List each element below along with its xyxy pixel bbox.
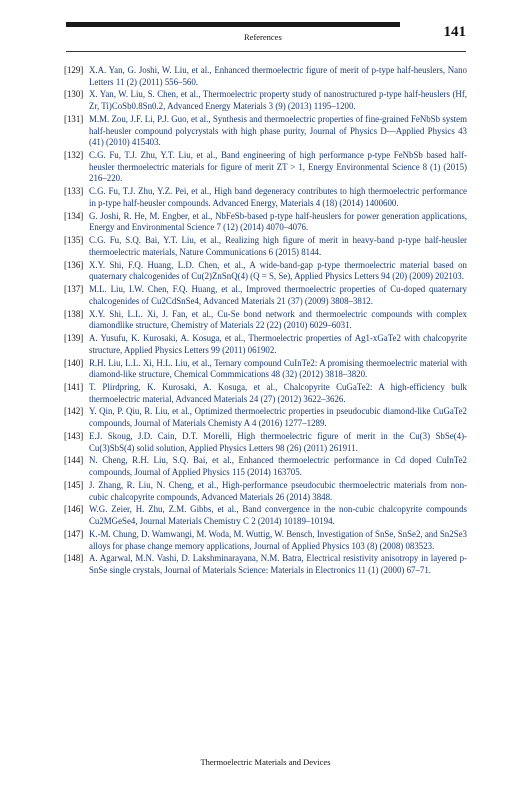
reference-text[interactable]: N. Cheng, R.H. Liu, S.Q. Bai, et al., Enhanced thermoelectric performance in Cd doped CuInTe2 compounds, Journal of Applied Physics 115 (2014) 163705. (89, 455, 467, 478)
reference-text[interactable]: M.M. Zou, J.F. Li, P.J. Guo, et al., Synthesis and thermoelectric properties of fine-grained FeNbSb system half-heusler compound polycrystals with high phase purity, Journal of Physics D—Applied Physics 43 (41) (2010) 415403. (89, 113, 467, 148)
reference-entry (64, 186, 467, 209)
header-rule (66, 51, 466, 52)
reference-text[interactable]: C.G. Fu, T.J. Zhu, Y.T. Liu, et al., Band engineering of high performance p-type FeNbSb based half-heusler thermoelectric materials for figure of merit ZT > 1, Energy Environmental Science 8 (1) (2015) 216–220. (89, 150, 467, 184)
reference-number: [131] (64, 113, 84, 124)
reference-text[interactable]: A. Yusufu, K. Kurosaki, A. Kosuga, et al., Thermoelectric properties of Ag1-xGaTe2 with chalcopyrite structure, Applied Physics Letters 99 (2011) 061902. (89, 333, 467, 355)
reference-number: [144] (64, 455, 84, 466)
reference-entry (64, 455, 467, 478)
reference-number: [135] (64, 235, 84, 246)
reference-list (64, 65, 467, 578)
reference-text[interactable]: E.J. Skoug, J.D. Cain, D.T. Morelli, High thermoelectric figure of merit in the Cu(3) SbSe(4)-Cu(3)SbS(4) solid solution, Applied Physics Letters 98 (26) (2011) 261911. (89, 430, 467, 453)
reference-entry (64, 65, 467, 88)
reference-text[interactable]: K.-M. Chung, D. Wamwangi, M. Woda, M. Wuttig, W. Bensch, Investigation of SnSe, SnSe2, and Sn2Se3 alloys for phase change memory applications, Journal of Applied Physics 103 (8) (2008) 083523. (89, 528, 467, 551)
reference-text[interactable]: R.H. Liu, L.L. Xi, H.L. Liu, et al., Ternary compound CuInTe2: A promising thermoelectric material with diamond-like structure, Chemical Commmications 48 (32) (2012) 3818–3820. (89, 357, 467, 380)
reference-number: [132] (64, 150, 84, 161)
reference-entry (64, 309, 467, 332)
reference-text[interactable]: W.G. Zeier, H. Zhu, Z.M. Gibbs, et al., Band convergence in the non-cubic chalcopyrite compounds Cu2MGeSe4, Journal Materials Chemistry C 2 (2014) 10189–10194. (89, 504, 467, 527)
reference-number: [133] (64, 186, 84, 197)
reference-entry (64, 358, 467, 381)
reference-number: [147] (64, 528, 84, 539)
reference-number: [139] (64, 333, 84, 344)
reference-entry (64, 504, 467, 527)
reference-number: [146] (64, 504, 84, 515)
reference-number: [136] (64, 259, 84, 270)
reference-number: [134] (64, 210, 84, 221)
reference-text[interactable]: Y. Qin, P. Qiu, R. Liu, et al., Optimized thermoelectric properties in pseudocubic diamond-like CuGaTe2 compounds, Journal of Materials Chemisty A 4 (2016) 1277–1289. (89, 406, 467, 429)
reference-text[interactable]: X.A. Yan, G. Joshi, W. Liu, et al., Enhanced thermoelectric figure of merit of p-type half-heuslers, Nano Letters 11 (2) (2011) 556–560. (89, 65, 467, 87)
reference-entry (64, 529, 467, 552)
reference-entry (64, 382, 467, 405)
page-number: 141 (443, 24, 466, 40)
reference-text[interactable]: M.L. Liu, I.W. Chen, F.Q. Huang, et al., Improved thermoelectric properties of Cu-doped quaternary chalcogenides of Cu2CdSnSe4, Advanced Materials 21 (37) (2009) 3808–3812. (89, 284, 467, 306)
reference-text[interactable]: X.Y. Shi, L.L. Xi, J. Fan, et al., Cu-Se bond network and thermoelectric compounds with complex diamondlike structure, Chemistry of Materials 22 (22) (2010) 6029–6031. (89, 308, 467, 331)
reference-number: [142] (64, 406, 84, 417)
reference-number: [143] (64, 430, 84, 441)
reference-entry (64, 211, 467, 234)
reference-entry (64, 89, 467, 112)
header-bar (66, 22, 400, 27)
reference-entry (64, 260, 467, 283)
reference-entry (64, 114, 467, 149)
page-header (66, 22, 466, 52)
reference-number: [129] (64, 65, 84, 75)
reference-entry (64, 431, 467, 454)
reference-number: [140] (64, 357, 84, 368)
reference-text[interactable]: C.G. Fu, T.J. Zhu, Y.Z. Pei, et al., High band degeneracy contributes to high thermoelectric performance in p-type half-heusler compounds. Advanced Energy, Materials 4 (18) (2014) 1400600. (89, 186, 467, 208)
reference-entry (64, 553, 467, 576)
reference-number: [145] (64, 479, 84, 490)
running-title: References (244, 32, 282, 42)
reference-text[interactable]: A. Agarwal, M.N. Vashi, D. Lakshminarayana, N.M. Batra, Electrical resistivity anisotropy in layered p-SnSe single crystals, Journal of Materials Science: Materials in Electronics 11 (1) (2000) 67–71. (89, 553, 467, 575)
page-footer: Thermoelectric Materials and Devices (200, 757, 331, 767)
reference-number: [141] (64, 382, 84, 392)
reference-text[interactable]: G. Joshi, R. He, M. Engber, et al., NbFeSb-based p-type half-heuslers for power generation applications, Energy and Environmental Science 7 (12) (2014) 4070–4076. (89, 210, 467, 233)
reference-text[interactable]: X. Yan, W. Liu, S. Chen, et al., Thermoelectric property study of nanostructured p-type half-heuslers (Hf, Zr, Ti)CoSb0.8Sn0.2, Advanced Energy Materials 3 (9) (2013) 1195–1200. (89, 89, 467, 112)
reference-text[interactable]: J. Zhang, R. Liu, N. Cheng, et al., High-performance pseudocubic thermoelectric materials from non-cubic chalcopyrite compounds, Advanced Materials 26 (2014) 3848. (89, 479, 467, 502)
reference-text[interactable]: X.Y. Shi, F.Q. Huang, L.D. Chen, et al., A wide-band-gap p-type thermoelectric material based on quaternary chalcogenides of Cu(2)ZnSnQ(4) (Q = S, Se), Applied Physics Letters 94 (20) (2009) 202103. (89, 259, 467, 282)
reference-entry (64, 284, 467, 307)
reference-entry (64, 150, 467, 185)
reference-number: [137] (64, 284, 84, 295)
reference-number: [148] (64, 553, 84, 564)
reference-text[interactable]: C.G. Fu, S.Q. Bai, Y.T. Liu, et al., Realizing high figure of merit in heavy-band p-type half-heusler thermoelectric materials, Nature Communications 6 (2015) 8144. (89, 235, 467, 257)
reference-text[interactable]: T. Plirdpring, K. Kurosaki, A. Kosuga, et al., Chalcopyrite CuGaTe2: A high-efficiency bulk thermoelectric material, Advanced Materials 24 (27) (2012) 3622–3626. (89, 382, 467, 404)
reference-number: [130] (64, 89, 84, 100)
reference-entry (64, 235, 467, 258)
reference-number: [138] (64, 308, 84, 319)
reference-entry (64, 406, 467, 429)
reference-entry (64, 333, 467, 356)
reference-entry (64, 480, 467, 503)
